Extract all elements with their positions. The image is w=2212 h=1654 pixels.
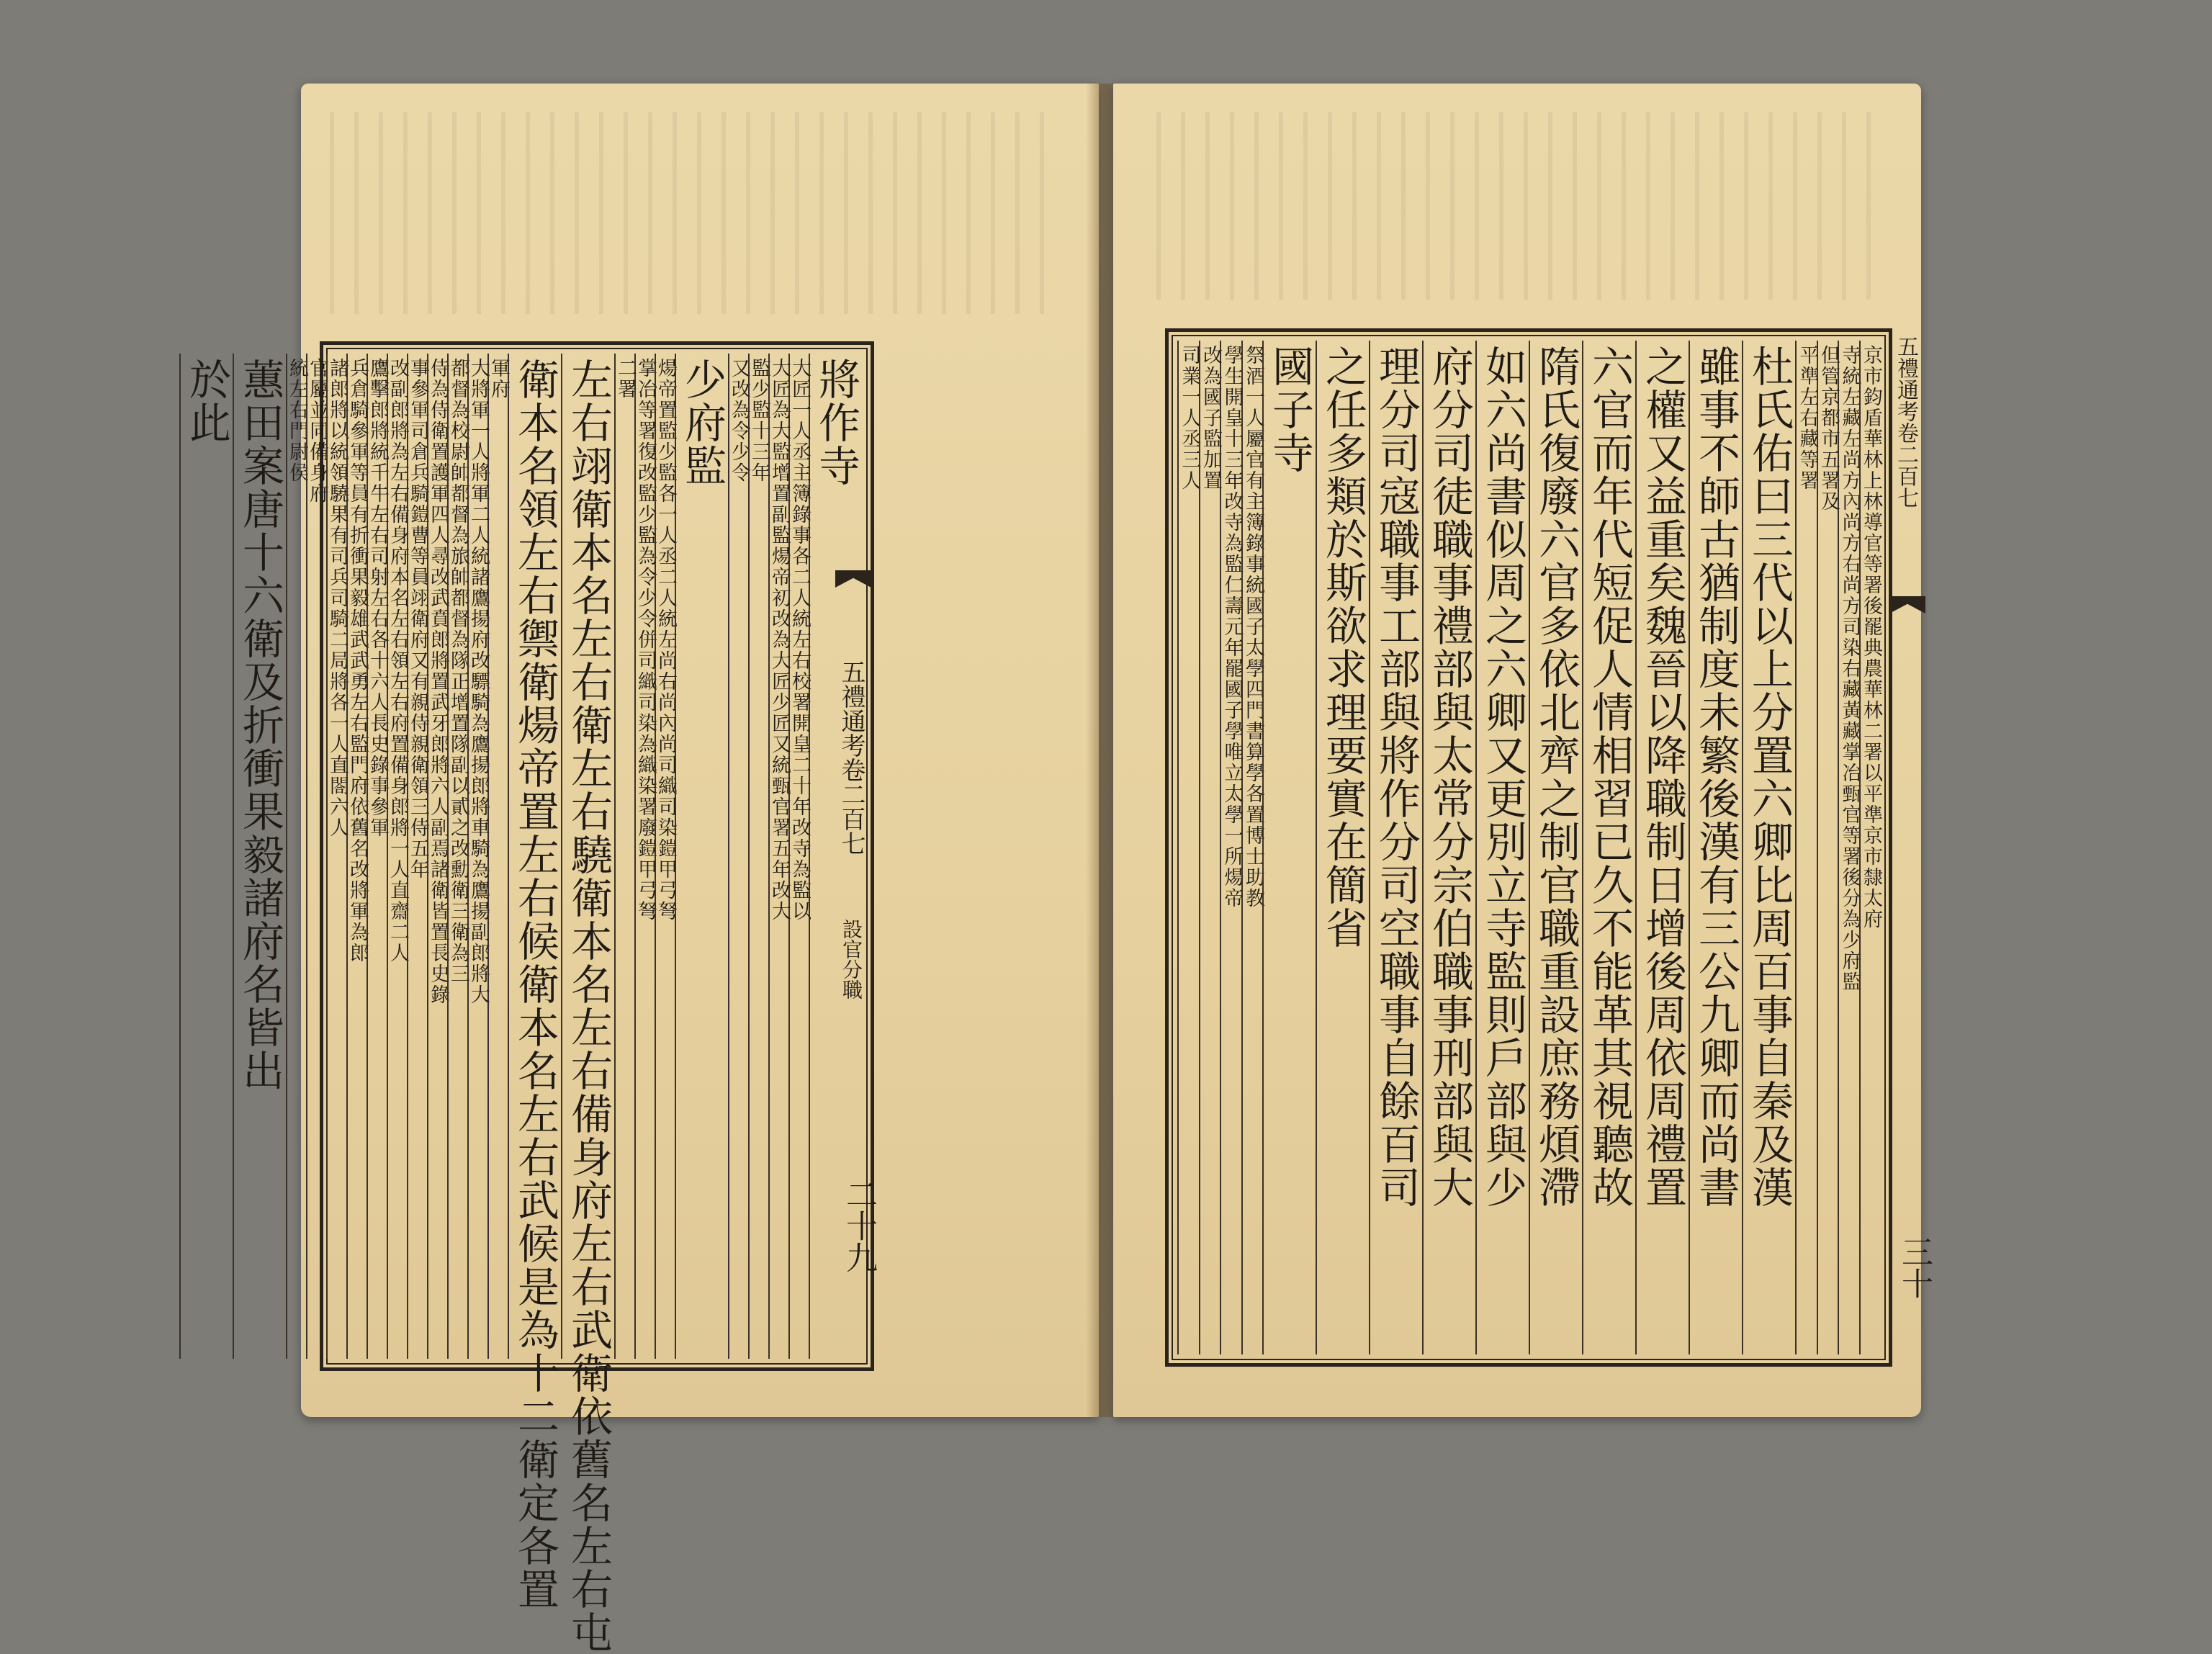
left-text-column: 大匠為大監增置副監煬帝初改為大匠少匠又統甄官署五年改大 [768,354,788,1359]
right-page [1113,84,1933,1417]
left-section-label: 設官分職 [840,919,863,999]
right-text-column: 如六尚書似周之六卿又更別立寺監則戶部與少 [1475,341,1529,1354]
right-text-column: 京市鈞盾華林上林導官等署後罷典農華林二署以平準京市隸太府 [1859,341,1881,1354]
left-text-column: 蕙田案唐十六衛及折衝果毅諸府名皆出 [233,354,286,1359]
right-text-column: 杜氏佑曰三代以上分置六卿比周百事自秦及漢 [1742,341,1795,1354]
book-spread [182,84,1933,1654]
left-columns [182,354,862,1654]
right-text-frame [1165,328,1892,1367]
right-text-column: 改為國子監加置 [1199,341,1220,1354]
left-text-column: 諸郎將以統領驍果有司兵司騎二局將各一人直閤六人 [326,354,346,1359]
left-text-column: 於此 [179,354,233,1359]
left-text-frame [182,341,874,1654]
show-through-text [330,112,1050,314]
left-text-column: 煬帝置監少監各一人丞二人統左尚右尚內尚司織司染鎧甲弓弩 [655,354,675,1359]
left-text-column: 又改為令少令 [728,354,748,1359]
right-text-column: 隋氏復廢六官多依北齊之制官職重設庶務煩滯 [1529,341,1582,1354]
left-text-column: 少府監 [675,354,728,1359]
right-text-column: 平準左右藏等署 [1795,341,1817,1354]
left-text-column: 都督為校尉帥都督為旅帥都督為隊正增置隊副以貳之改勳衛三衛為三 [447,354,467,1359]
left-text-column: 兵倉騎參軍等員有折衝果毅雄武武勇左右監門府依舊名改將軍為郎 [346,354,367,1359]
left-text-column: 衛本名領左右禦衛煬帝置左右候衛本名左右武候是為十二衛定各置 [508,354,561,1359]
right-text-column: 理分司寇職事工部與將作分司空職事自餘百司 [1369,341,1422,1354]
right-columns [1177,341,1880,1354]
right-text-column: 之權又益重矣魏晉以降職制日增後周依周禮置 [1635,341,1689,1354]
show-through-text [1156,112,1876,300]
right-text-column: 之任多類於斯欲求理要實在簡省 [1316,341,1369,1354]
left-text-column: 將作寺 [809,354,862,1359]
right-text-column: 雖事不師古猶制度未繁後漢有三公九卿而尚書 [1689,341,1742,1354]
left-text-column: 監少監十三年 [748,354,768,1359]
right-text-column: 祭酒一人屬官有主簿錄事統國子太學四門書算學各置博士助教 [1241,341,1263,1354]
left-text-column: 改副郎將為左右備身府本名左右領左右府置備身郎將一人直齋二人 [387,354,407,1359]
left-text-column: 鷹擊郎將統千牛左右司射左右各十六人長史錄事參軍 [367,354,387,1359]
left-text-column: 官屬並同備身府 [306,354,326,1359]
left-running-title: 五禮通考卷二百七 [837,660,866,855]
left-page [182,84,1099,1654]
left-page-number: 二十九 [840,1178,877,1273]
left-text-column: 左右翊衛本名左右衛左右驍衛本名左右備身府左右武衛依舊名左右屯 [561,354,614,1359]
right-text-column: 學生開皇十三年改寺為監仁壽元年罷國子學唯立太學一所煬帝 [1220,341,1241,1354]
left-text-column: 統左右門尉侯 [286,354,306,1359]
right-text-column: 司業一人丞三人 [1177,341,1199,1354]
right-text-column: 寺統左藏左尚方內尚方右尚方司染右藏黃藏掌冶甄官等署後分為少府監 [1838,341,1859,1354]
left-text-column: 事參軍司倉兵騎鎧曹等員翊衛府又有親侍親衛領三侍五年 [407,354,427,1359]
right-text-column: 六官而年代短促人情相習已久不能革其視聽故 [1582,341,1635,1354]
right-text-column: 但管京都市五署及 [1817,341,1838,1354]
left-text-column: 大將軍一人將軍二人統諸鷹揚府改驃騎為鷹揚郎將車騎為鷹揚副郎將大 [467,354,487,1359]
left-text-column: 掌冶等署復改監少監為令少令併司織司染為織染署廢鎧甲弓弩 [634,354,655,1359]
right-text-column: 國子寺 [1262,341,1316,1354]
right-page-number: 三十 [1896,1236,1933,1299]
left-text-column: 軍府 [487,354,508,1359]
left-text-column: 侍為侍衛置護軍四人尋改武賁郎將置武牙郎將六人副焉諸衛皆置長史錄 [427,354,447,1359]
left-text-column: 二署 [614,354,634,1359]
right-text-column: 府分司徒職事禮部與太常分宗伯職事刑部與大 [1422,341,1475,1354]
left-text-column: 大匠一人丞主簿錄事各二人統左右校署開皇二十年改寺為監以 [788,354,809,1359]
right-running-title: 五禮通考卷二百七 [1893,336,1918,508]
